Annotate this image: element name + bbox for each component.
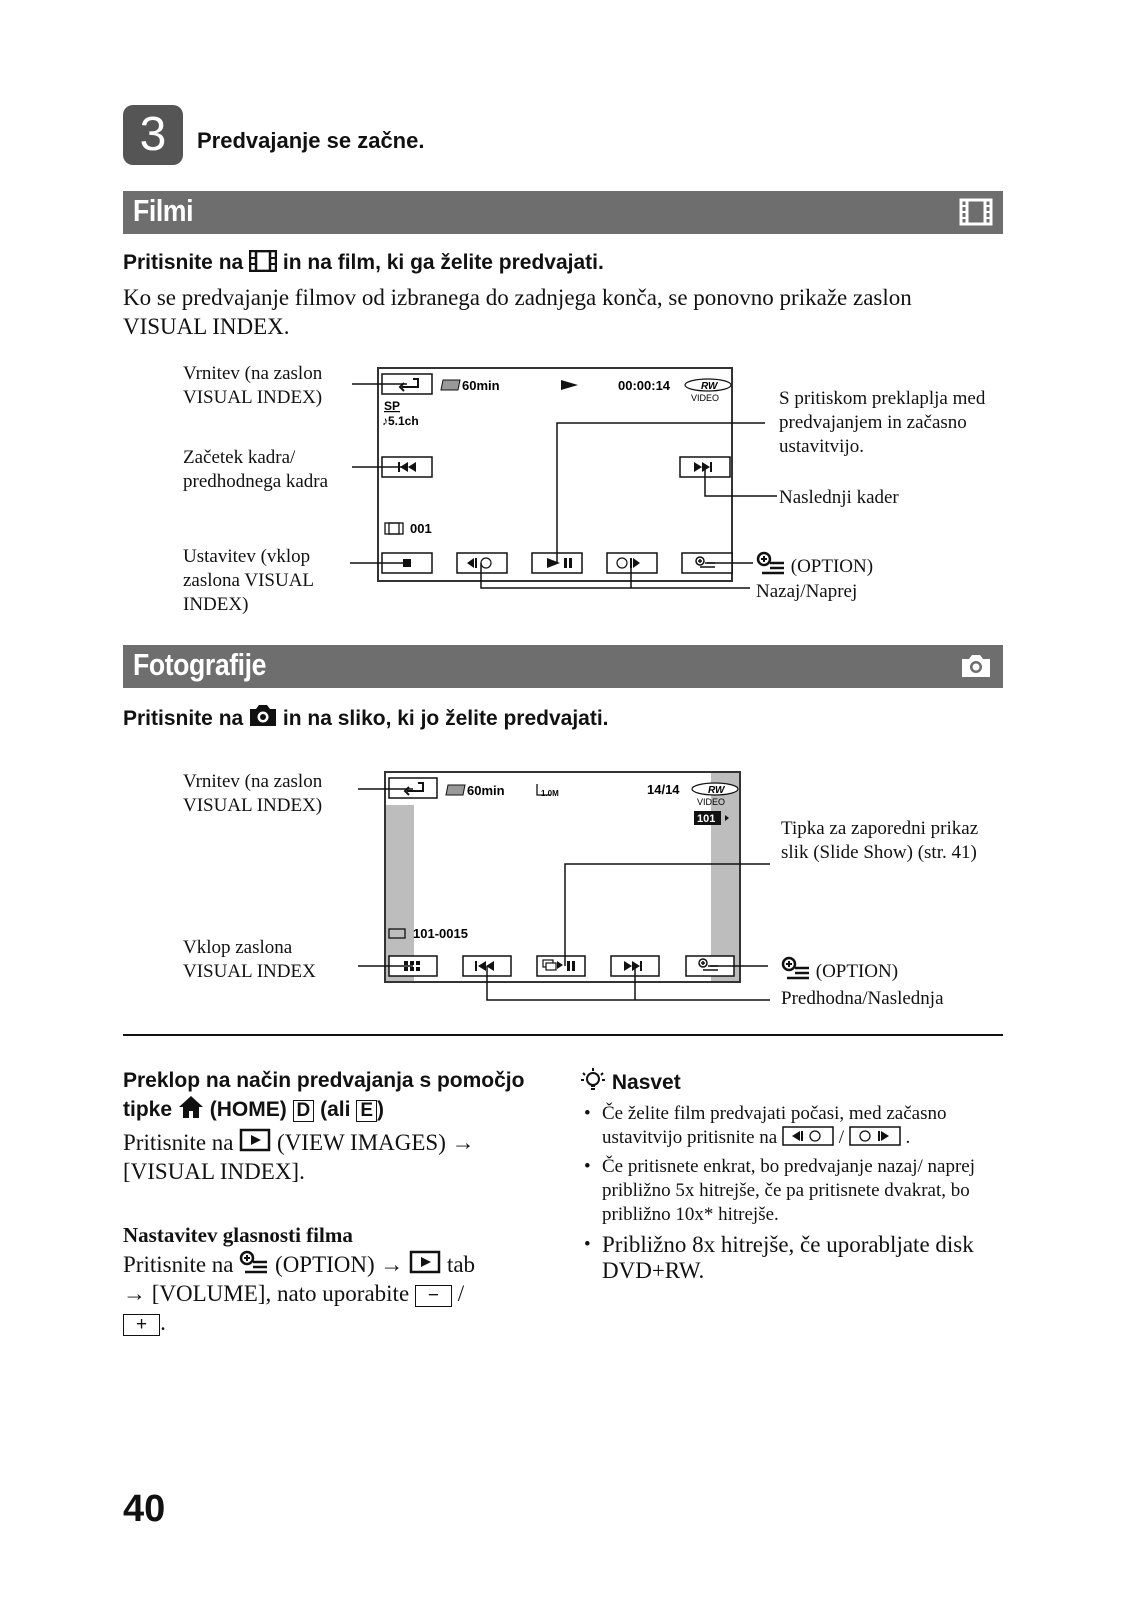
battery-icon [446, 785, 465, 795]
volume-body: Pritisnite na (OPTION) → tab → [VOLUME], nato uporabite − / + . [123, 1252, 476, 1335]
home-icon [178, 1095, 204, 1119]
step-number-badge: 3 [123, 105, 183, 165]
key-e: E [356, 1100, 377, 1122]
quality-mode: SP [384, 399, 401, 413]
disc-type: RW [701, 381, 718, 392]
slow-forward-icon [849, 1126, 901, 1146]
battery-time: 60min [467, 783, 505, 798]
section-title-photos: Fotografije [133, 647, 267, 682]
tip-item: • Če želite film predvajati počasi, med začasno ustavitvijo pritisnite na / . [582, 1102, 1002, 1150]
home-body: Pritisnite na (VIEW IMAGES) → [VISUAL INDEX]. [123, 1130, 475, 1184]
movies-instruction: Pritisnite na in na film, ki ga želite predvajati. [123, 251, 604, 274]
label-stop: Ustavitev (vklop zaslona VISUAL INDEX) [183, 546, 314, 615]
label-slideshow: Tipka za zaporedni prikaz slik (Slide Show) (str. 41) [781, 818, 979, 863]
fast-forward-button[interactable] [607, 553, 657, 573]
disc-type: RW [708, 785, 725, 796]
file-number: 101-0015 [413, 926, 468, 941]
label-option: (OPTION) [781, 956, 1001, 984]
image-count: 14/14 [647, 782, 680, 797]
time-code: 00:00:14 [618, 378, 671, 393]
tip-item: • Če pritisnete enkrat, bo predvajanje nazaj/ naprej približno 5x hitrejše, če pa pritisnete dvakrat, bo približno 10x* hitrejše. [582, 1155, 1002, 1227]
home-heading: Preklop na način predvajanja s pomočjo tipke (HOME) D (ali E ) [123, 1069, 525, 1121]
lightbulb-icon [580, 1067, 606, 1093]
folder-number: 101 [697, 813, 716, 825]
tip-item: • Približno 8x hitrejše, če uporabljate disk DVD+RW. [582, 1232, 1002, 1284]
tip-heading: Nasvet [580, 1067, 681, 1095]
label-option: (OPTION) [756, 551, 976, 579]
movies-body-text: Ko se predvajanje filmov od izbranega do zadnjega konča, se ponovno prikaže zaslon VISUAL INDEX. [123, 285, 912, 339]
label-return: Vrnitev (na zaslon VISUAL INDEX) [183, 771, 323, 816]
page-number: 40 [123, 1488, 166, 1530]
film-icon [959, 197, 993, 227]
disc-sub: VIDEO [691, 393, 720, 403]
battery-time: 60min [462, 378, 500, 393]
divider [123, 1034, 1003, 1036]
option-icon [781, 956, 811, 980]
volume-heading: Nastavitev glasnosti filma [123, 1223, 353, 1247]
slideshow-button[interactable] [537, 956, 585, 976]
film-counter: 001 [410, 521, 432, 536]
view-images-icon [409, 1250, 441, 1274]
section-bar-photos [123, 645, 1003, 688]
photos-instruction: Pritisnite na in na sliko, ki jo želite predvajati. [123, 703, 609, 731]
option-icon [756, 551, 786, 575]
label-play-pause: S pritiskom preklaplja med predvajanjem in začasno ustavitvijo. [779, 388, 986, 457]
key-d: D [293, 1100, 315, 1122]
view-images-icon [239, 1128, 271, 1152]
label-prev-scene: Začetek kadra/ predhodnega kadra [183, 447, 329, 492]
film-icon [249, 250, 277, 272]
disc-sub: VIDEO [697, 797, 726, 807]
step-text: Predvajanje se začne. [197, 128, 425, 153]
camera-icon [249, 703, 277, 727]
section-title-movies: Filmi [133, 193, 194, 228]
image-size: 1.0M [541, 789, 559, 798]
label-visual-index: Vklop zaslona VISUAL INDEX [183, 937, 316, 982]
label-next-scene: Naslednji kader [779, 487, 899, 508]
section-bar-movies [123, 191, 1003, 234]
option-icon [239, 1250, 269, 1274]
slow-rewind-icon [782, 1126, 834, 1146]
label-rew-ff: Nazaj/Naprej [756, 581, 858, 602]
camera-icon [959, 651, 993, 681]
label-prev-next: Predhodna/Naslednja [781, 988, 944, 1009]
label-return: Vrnitev (na zaslon VISUAL INDEX) [183, 363, 323, 408]
rewind-button[interactable] [457, 553, 507, 573]
volume-plus-button[interactable]: + [123, 1314, 160, 1336]
return-button[interactable] [389, 778, 437, 798]
tip-list [582, 1102, 1002, 1289]
audio-mode: ♪5.1ch [382, 414, 419, 428]
volume-minus-button[interactable]: − [415, 1285, 452, 1307]
battery-icon [441, 380, 460, 390]
